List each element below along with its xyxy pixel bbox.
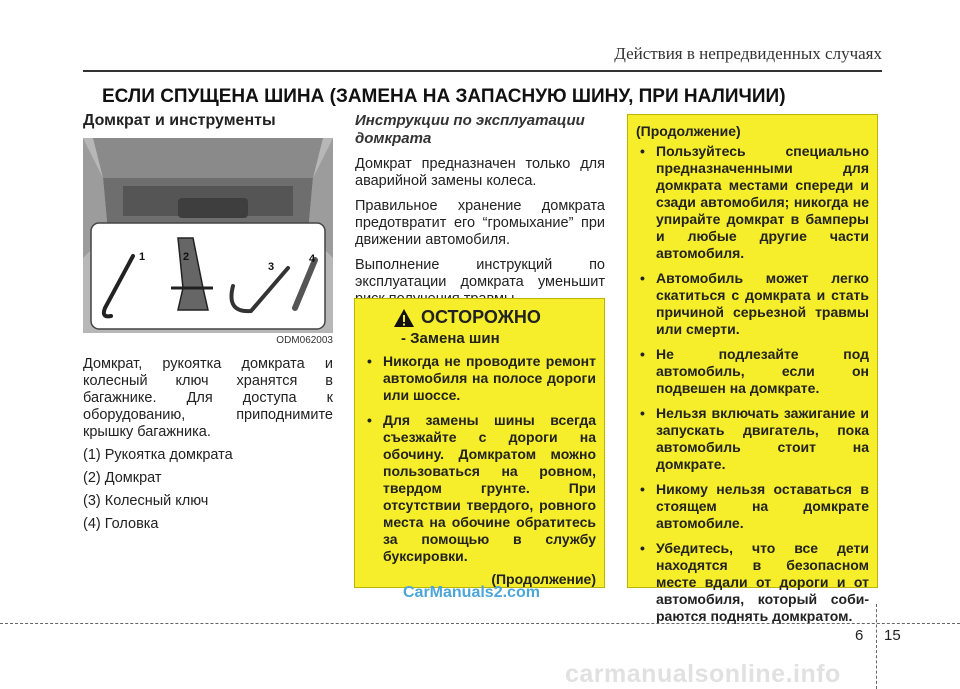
header-rule — [83, 70, 882, 72]
figure-label-3: 3 — [268, 261, 275, 273]
page-title: ЕСЛИ СПУЩЕНА ШИНА (ЗАМЕНА НА ЗАПАСНУЮ ШИНУ, ПРИ НАЛИЧИИ) — [102, 86, 786, 107]
continued-label: (Продолжение) — [491, 571, 596, 587]
figure-label-2: 2 — [183, 251, 190, 263]
warning-box — [354, 298, 605, 588]
list-item: • Автомобиль может легко скатиться с домкрата и стать причиной серьезной травмы или смерти. — [636, 270, 869, 338]
body-paragraph: Выполнение инструкций по эксплуатации домкрата уменьшит — [355, 257, 605, 290]
list-item: • Пользуйтесь специально предназначенными для домкрата местами спереди и сзади автомобиля; никогда не упирайте домкрат в бамперы и любые другие части автомобиля. — [636, 143, 869, 262]
footer-divider-vertical — [876, 604, 877, 689]
list-item: (4) Головка — [83, 516, 159, 532]
list-item: (3) Колесный ключ — [83, 493, 209, 509]
warning-subtitle: - Замена шин — [401, 330, 500, 347]
figure-caption: ODM062003 — [276, 335, 333, 346]
warning-list — [363, 353, 596, 565]
column-middle — [355, 112, 605, 316]
list-item: • Никогда не проводите ремонт автомобиля на полосе дороги или шоссе. — [363, 353, 596, 404]
warning-continued-box — [627, 114, 878, 624]
warning-title: ОСТОРОЖНО — [421, 307, 541, 327]
section-header: Действия в непредвиденных случаях — [614, 44, 882, 63]
trunk-tools-figure — [83, 138, 333, 333]
body-paragraph: Правильное хранение домкрата предотвратит его “громыхание” при движении автомобиля. — [355, 198, 605, 248]
list-item: • Никому нельзя оставаться в стоящем на домкрате автомобиле. — [636, 481, 869, 532]
section-subtitle: Инструкции по эксплуатации домкрата — [355, 112, 585, 147]
footer-divider — [0, 623, 960, 624]
list-item: (1) Рукоятка домкрата — [83, 447, 233, 463]
warning-list — [636, 143, 869, 625]
body-paragraph: Домкрат, рукоятка домкрата и колесный ключ хранятся в багажнике. Для доступа к оборудованию, приподнимите крышку багажника. — [83, 356, 333, 440]
trunk-illustration — [83, 138, 333, 333]
page-number: 15 — [884, 627, 901, 644]
list-item: • Убедитесь, что все дети находятся в безопасном месте вдали от дороги и от автомобиля, который соби-раются поднять домкратом. — [636, 540, 869, 625]
list-item: (2) Домкрат — [83, 470, 162, 486]
list-item: • Для замены шины всегда съезжайте с дороги на обочину. Домкратом можно пользоваться на ровном, твердом грунте. При отсутствии твердого, ровного места на обочине обратитесь за помощью в службу буксировки. — [363, 412, 596, 565]
continued-label: (Продолжение) — [636, 123, 741, 139]
column-left — [83, 112, 333, 533]
footer-watermark: carmanualsonline.info — [565, 660, 841, 688]
section-subtitle: Домкрат и инструменты — [83, 112, 276, 129]
figure-label-1: 1 — [139, 251, 146, 263]
chapter-number: 6 — [855, 627, 864, 644]
list-item: • Не подлезайте под автомобиль, если он подвешен на домкрате. — [636, 346, 869, 397]
list-item: • Нельзя включать зажигание и запускать двигатель, пока автомобиль стоит на домкрате. — [636, 405, 869, 473]
warning-icon — [393, 308, 415, 328]
figure-label-4: 4 — [309, 253, 316, 265]
watermark-link[interactable]: CarManuals2.com — [403, 584, 540, 601]
body-paragraph: Домкрат предназначен только для аварийной замены колеса. — [355, 156, 605, 189]
